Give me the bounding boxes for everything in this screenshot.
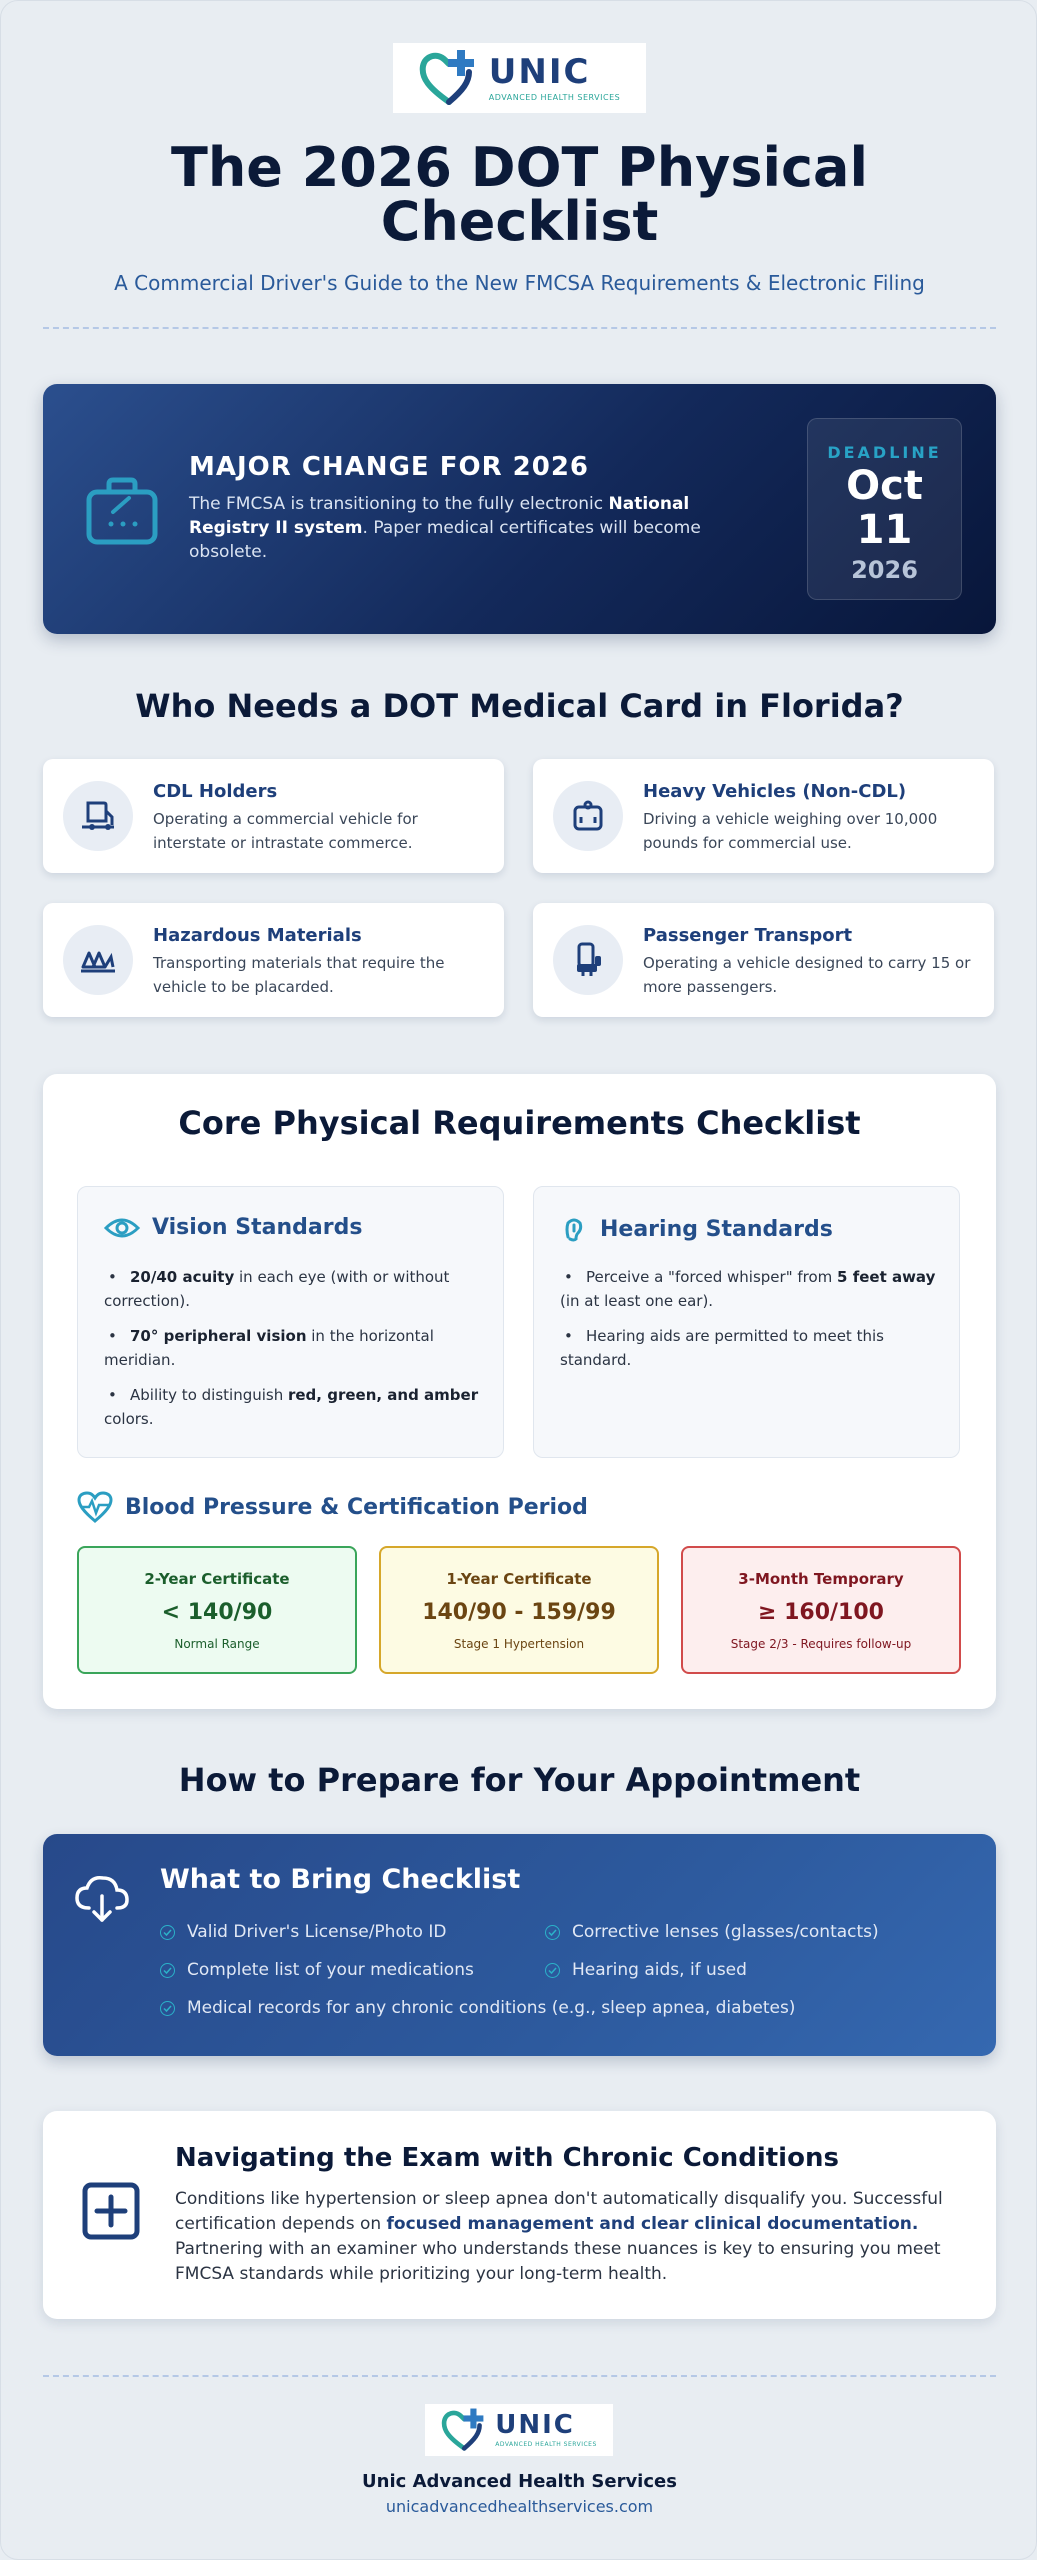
who-card-title: Hazardous Materials — [153, 925, 362, 946]
logo-wordmark: UNIC — [488, 51, 591, 92]
banner-text: The FMCSA is transitioning to the fully electronic National Registry II system. Paper medical certificates will become obsolete. — [189, 494, 701, 562]
bp-title: Blood Pressure & Certification Period — [125, 1494, 588, 1520]
logo-wordmark: UNIC — [495, 2410, 575, 2440]
what-to-bring-title: What to Bring Checklist — [160, 1864, 521, 1895]
vision-title: Vision Standards — [152, 1215, 363, 1240]
chronic-conditions-card — [43, 2111, 996, 2319]
check-icon — [545, 1925, 560, 1940]
heart-cross-logo-icon — [419, 48, 481, 108]
who-card-desc: Operating a commercial vehicle for interstate or intrastate commerce. — [153, 810, 418, 852]
list-item: • Ability to distinguish red, green, and amber colors. — [104, 1383, 484, 1431]
chronic-text: Conditions like hypertension or sleep apnea don't automatically disqualify you. Successful certification depends on focused management and clear clinical documentation. Partnering with an examiner who understands these nuances is key to ensuring you meet FMCSA standards while prioritizing your long-term health. — [175, 2189, 943, 2284]
banner-heading: MAJOR CHANGE FOR 2026 — [189, 452, 590, 482]
who-card-title: Passenger Transport — [643, 925, 853, 946]
divider — [43, 327, 996, 329]
chronic-title: Navigating the Exam with Chronic Conditions — [175, 2143, 839, 2173]
check-icon — [160, 2001, 175, 2016]
who-card-title: Heavy Vehicles (Non-CDL) — [643, 781, 907, 802]
page-subtitle: A Commercial Driver's Guide to the New FMCSA Requirements & Electronic Filing — [114, 271, 925, 295]
seat-icon — [571, 942, 605, 978]
who-card-title: CDL Holders — [153, 781, 278, 802]
deadline-label: DEADLINE — [827, 443, 942, 462]
logo-tagline: ADVANCED HEALTH SERVICES — [488, 92, 621, 102]
bp-card-1-year: 1-Year Certificate 140/90 - 159/99 Stage 1 Hypertension — [379, 1546, 659, 1674]
list-item: Complete list of your medications — [160, 1960, 474, 1980]
check-icon — [160, 1925, 175, 1940]
who-card-desc: Transporting materials that require the vehicle to be placarded. — [153, 954, 445, 996]
vision-list — [104, 1265, 484, 1442]
who-card-desc: Operating a vehicle designed to carry 15 or more passengers. — [643, 954, 971, 996]
what-to-bring-card — [43, 1834, 996, 2056]
hearing-standards-box — [533, 1186, 960, 1458]
briefcase-icon — [83, 476, 163, 548]
who-card-heavy — [533, 759, 994, 873]
header-logo — [393, 43, 646, 113]
who-needs-title: Who Needs a DOT Medical Card in Florida? — [135, 687, 904, 725]
list-item: • 20/40 acuity in each eye (with or without correction). — [104, 1265, 484, 1313]
bp-heading — [77, 1491, 588, 1523]
weight-icon — [571, 799, 605, 833]
heart-cross-logo-icon — [441, 2407, 489, 2453]
vision-standards-box — [77, 1186, 504, 1458]
deadline-box — [807, 418, 962, 600]
hearing-list — [560, 1265, 940, 1383]
major-change-banner — [43, 384, 996, 634]
footer-logo — [425, 2404, 613, 2456]
truck-icon — [80, 799, 116, 833]
deadline-day: 11 — [856, 507, 913, 553]
footer-website-link[interactable]: unicadvancedhealthservices.com — [385, 2497, 654, 2516]
list-item: • Hearing aids are permitted to meet this standard. — [560, 1324, 940, 1372]
logo-tagline: ADVANCED HEALTH SERVICES — [495, 2441, 597, 2448]
heart-pulse-icon — [77, 1491, 113, 1523]
core-title: Core Physical Requirements Checklist — [178, 1104, 861, 1142]
core-requirements-card — [43, 1074, 996, 1709]
list-item: Valid Driver's License/Photo ID — [160, 1922, 446, 1942]
bp-card-3-month: 3-Month Temporary ≥ 160/100 Stage 2/3 - Requires follow-up — [681, 1546, 961, 1674]
footer-company-name: Unic Advanced Health Services — [362, 2471, 677, 2492]
check-icon — [160, 1963, 175, 1978]
divider — [43, 2375, 996, 2377]
page-title: The 2026 DOT Physical Checklist — [171, 136, 868, 253]
bp-card-2-year: 2-Year Certificate < 140/90 Normal Range — [77, 1546, 357, 1674]
list-item: • Perceive a "forced whisper" from 5 feet away (in at least one ear). — [560, 1265, 940, 1313]
prepare-title: How to Prepare for Your Appointment — [178, 1761, 861, 1799]
who-card-hazmat — [43, 903, 504, 1017]
cloud-download-icon — [73, 1874, 131, 1924]
hazmat-icon — [79, 945, 117, 975]
plus-square-icon — [81, 2181, 141, 2241]
who-card-cdl — [43, 759, 504, 873]
deadline-year: 2026 — [851, 556, 918, 584]
list-item: Medical records for any chronic conditions (e.g., sleep apnea, diabetes) — [160, 1998, 795, 2018]
hearing-title: Hearing Standards — [600, 1216, 833, 1242]
check-icon — [545, 1963, 560, 1978]
who-card-passenger — [533, 903, 994, 1017]
list-item: Hearing aids, if used — [545, 1960, 747, 1980]
who-card-desc: Driving a vehicle weighing over 10,000 pounds for commercial use. — [643, 810, 938, 852]
list-item: Corrective lenses (glasses/contacts) — [545, 1922, 879, 1942]
deadline-month: Oct — [846, 463, 923, 509]
ear-icon — [560, 1215, 588, 1243]
eye-icon — [104, 1216, 140, 1240]
list-item: • 70° peripheral vision in the horizontal meridian. — [104, 1324, 484, 1372]
